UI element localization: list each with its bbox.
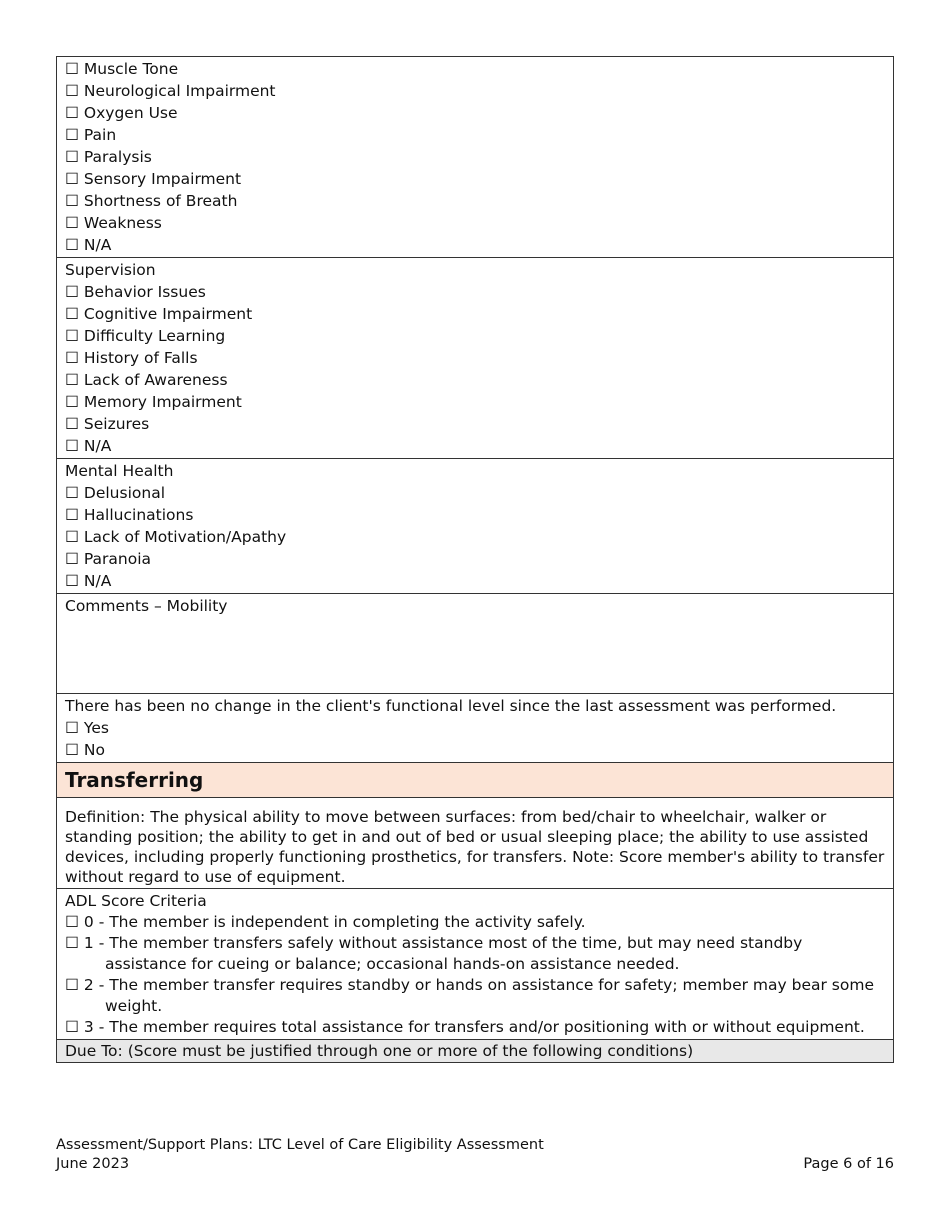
checkbox-item[interactable]: ☐ N/A [65, 236, 112, 254]
checkbox-item[interactable]: ☐ Lack of Motivation/Apathy [65, 528, 287, 546]
checkbox-item[interactable]: ☐ Hallucinations [65, 506, 194, 524]
mobility-conditions-cell [56, 56, 894, 258]
checkbox-icon[interactable]: ☐ [65, 192, 79, 210]
supervision-cell [56, 258, 894, 459]
checkbox-icon[interactable]: ☐ [65, 349, 79, 367]
comments-mobility-field[interactable] [56, 594, 894, 694]
supervision-heading: Supervision [65, 261, 156, 279]
no-change-question: There has been no change in the client's functional level since the last assessment was performed. [65, 697, 837, 715]
checkbox-icon[interactable]: ☐ [65, 60, 79, 78]
adl-option[interactable]: ☐ 3 - The member requires total assistance for transfers and/or positioning with or without equipment. [65, 1018, 865, 1036]
checkbox-icon[interactable]: ☐ [65, 104, 79, 122]
checkbox-icon[interactable]: ☐ [65, 283, 79, 301]
checkbox-icon[interactable]: ☐ [65, 550, 79, 568]
mental-health-cell [56, 459, 894, 594]
checkbox-icon[interactable]: ☐ [65, 976, 79, 994]
checkbox-icon[interactable]: ☐ [65, 170, 79, 188]
checkbox-icon[interactable]: ☐ [65, 126, 79, 144]
checkbox-item[interactable]: ☐ Paralysis [65, 148, 152, 166]
checkbox-icon[interactable]: ☐ [65, 1018, 79, 1036]
section-title: Transferring [56, 763, 894, 798]
adl-option[interactable]: ☐ 0 - The member is independent in completing the activity safely. [65, 913, 586, 931]
checkbox-item[interactable]: ☐ History of Falls [65, 349, 198, 367]
checkbox-item[interactable]: ☐ No [65, 741, 105, 759]
checkbox-icon[interactable]: ☐ [65, 437, 79, 455]
checkbox-icon[interactable]: ☐ [65, 484, 79, 502]
checkbox-item[interactable]: ☐ Lack of Awareness [65, 371, 228, 389]
checkbox-item[interactable]: ☐ Difficulty Learning [65, 327, 226, 345]
checkbox-icon[interactable]: ☐ [65, 393, 79, 411]
checkbox-item[interactable]: ☐ Seizures [65, 415, 150, 433]
assessment-form [56, 56, 894, 1063]
checkbox-item[interactable]: ☐ Muscle Tone [65, 60, 179, 78]
checkbox-icon[interactable]: ☐ [65, 82, 79, 100]
checkbox-item[interactable]: ☐ Sensory Impairment [65, 170, 242, 188]
checkbox-item[interactable]: ☐ Pain [65, 126, 117, 144]
checkbox-item[interactable]: ☐ N/A [65, 437, 112, 455]
adl-heading: ADL Score Criteria [65, 892, 207, 910]
adl-score-cell [56, 889, 894, 1040]
due-to-row: Due To: (Score must be justified through one or more of the following conditions) [56, 1040, 894, 1063]
checkbox-item[interactable]: ☐ Oxygen Use [65, 104, 178, 122]
adl-option[interactable]: ☐ 1 - The member transfers safely without assistance most of the time, but may need standby assistance for cueing or balance; occasional hands-on assistance needed. [65, 934, 803, 973]
footer-date: June 2023 [56, 1156, 130, 1172]
page-number: Page 6 of 16 [803, 1156, 894, 1172]
checkbox-item[interactable]: ☐ Yes [65, 719, 109, 737]
checkbox-item[interactable]: ☐ Cognitive Impairment [65, 305, 253, 323]
no-change-cell [56, 694, 894, 763]
checkbox-icon[interactable]: ☐ [65, 305, 79, 323]
footer-title: Assessment/Support Plans: LTC Level of Care Eligibility Assessment [56, 1137, 544, 1153]
checkbox-icon[interactable]: ☐ [65, 148, 79, 166]
page-footer [56, 1136, 894, 1174]
checkbox-icon[interactable]: ☐ [65, 572, 79, 590]
checkbox-icon[interactable]: ☐ [65, 327, 79, 345]
mental-health-heading: Mental Health [65, 462, 174, 480]
adl-option[interactable]: ☐ 2 - The member transfer requires standby or hands on assistance for safety; member may bear some weight. [65, 976, 874, 1015]
checkbox-item[interactable]: ☐ Delusional [65, 484, 166, 502]
checkbox-item[interactable]: ☐ Behavior Issues [65, 283, 206, 301]
checkbox-icon[interactable]: ☐ [65, 214, 79, 232]
checkbox-icon[interactable]: ☐ [65, 719, 79, 737]
checkbox-item[interactable]: ☐ Paranoia [65, 550, 152, 568]
checkbox-item[interactable]: ☐ Weakness [65, 214, 162, 232]
checkbox-icon[interactable]: ☐ [65, 415, 79, 433]
checkbox-icon[interactable]: ☐ [65, 236, 79, 254]
checkbox-icon[interactable]: ☐ [65, 371, 79, 389]
checkbox-item[interactable]: ☐ Neurological Impairment [65, 82, 276, 100]
checkbox-icon[interactable]: ☐ [65, 506, 79, 524]
checkbox-item[interactable]: ☐ Shortness of Breath [65, 192, 238, 210]
transferring-definition: Definition: The physical ability to move between surfaces: from bed/chair to wheelchair, walker or standing position; the ability to get in and out of bed or usual sleeping place; the ability to use assisted devices, including properly functioning prosthetics, for transfers. Note: Score member's ability to transfer without regard to use of equipment. [56, 798, 894, 889]
checkbox-icon[interactable]: ☐ [65, 934, 79, 952]
checkbox-icon[interactable]: ☐ [65, 913, 79, 931]
checkbox-icon[interactable]: ☐ [65, 741, 79, 759]
checkbox-icon[interactable]: ☐ [65, 528, 79, 546]
checkbox-item[interactable]: ☐ N/A [65, 572, 112, 590]
checkbox-item[interactable]: ☐ Memory Impairment [65, 393, 242, 411]
comments-label: Comments – Mobility [65, 597, 228, 615]
